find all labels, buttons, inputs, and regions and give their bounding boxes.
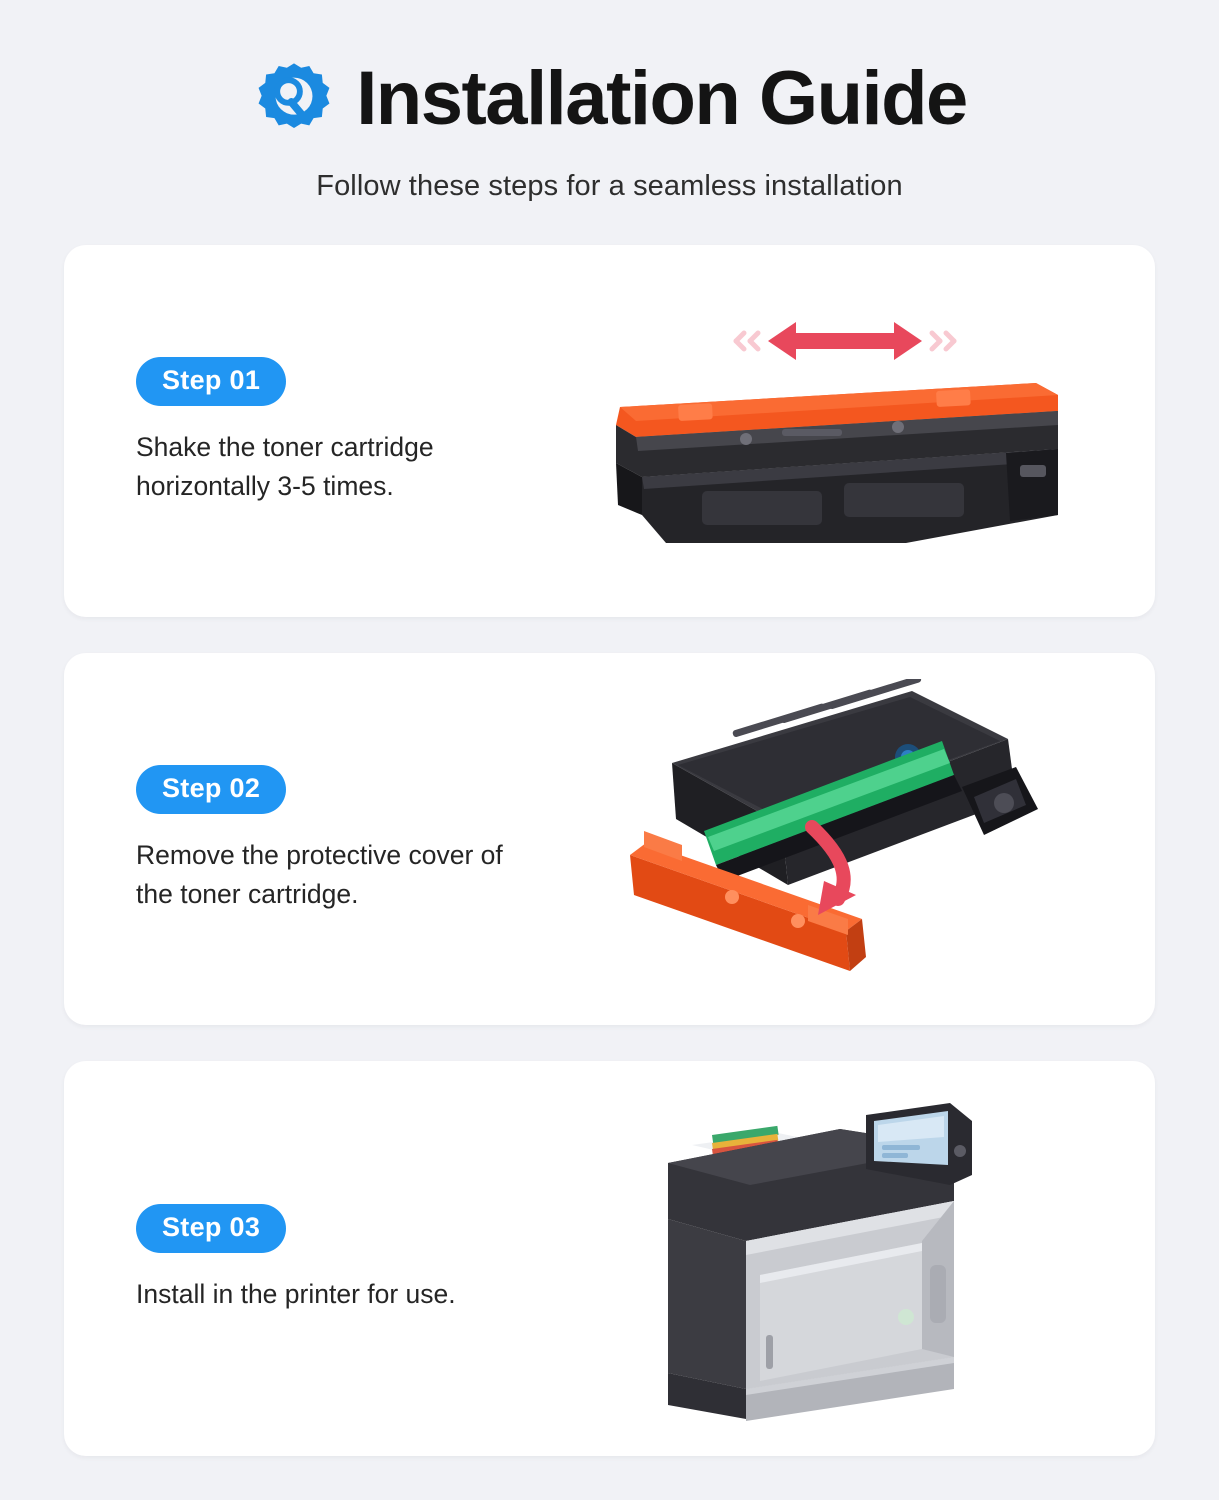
step-text-block	[64, 357, 534, 505]
step-card	[64, 245, 1155, 617]
laser-printer-illustration	[654, 1089, 1014, 1429]
toner-cartridge-shake-illustration	[606, 365, 1066, 555]
step-card	[64, 1061, 1155, 1456]
status-badge: Step 03	[136, 1204, 286, 1253]
step-card	[64, 653, 1155, 1025]
title-row	[64, 54, 1155, 144]
gear-wrench-icon	[252, 54, 336, 144]
step-visual	[534, 1061, 1155, 1456]
steps-list	[64, 245, 1155, 1456]
step-visual	[534, 245, 1155, 617]
step-description: Shake the toner cartridge horizontally 3-5 times.	[136, 432, 434, 501]
step-text-block	[64, 765, 534, 913]
step-description: Remove the protective cover of the toner cartridge.	[136, 840, 503, 909]
step-visual	[534, 653, 1155, 1025]
status-badge: Step 02	[136, 765, 286, 814]
page-subtitle: Follow these steps for a seamless installation	[316, 170, 903, 202]
double-headed-horizontal-arrow-icon	[730, 313, 960, 369]
toner-cartridge-remove-cover-illustration	[612, 679, 1082, 979]
status-badge: Step 01	[136, 357, 286, 406]
page-title: Installation Guide	[356, 56, 967, 141]
step-text-block	[64, 1204, 534, 1313]
step-description: Install in the printer for use.	[136, 1278, 456, 1309]
page-header	[64, 0, 1155, 203]
